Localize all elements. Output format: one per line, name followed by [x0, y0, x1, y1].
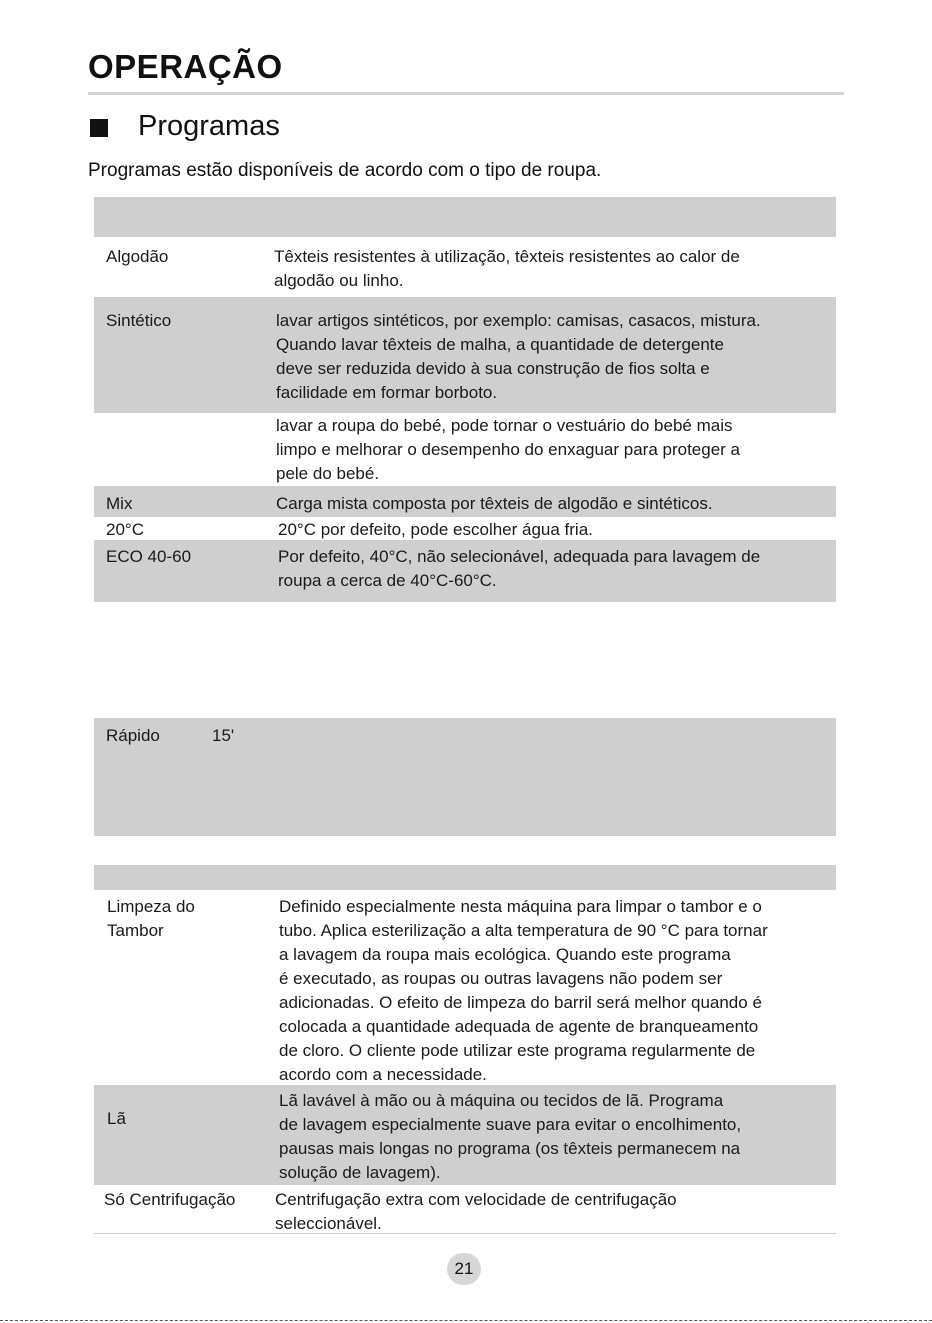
program-name-limpeza: Limpeza do: [107, 897, 195, 916]
program-desc-line: 20°C por defeito, pode escolher água fria.: [278, 520, 593, 539]
program-desc-line: lavar artigos sintéticos, por exemplo: camisas, casacos, mistura.: [276, 311, 761, 330]
program-name-20c: 20°C: [106, 520, 144, 539]
program-desc-line: pele do bebé.: [276, 464, 380, 483]
program-desc-line: Carga mista composta por têxteis de algodão e sintéticos.: [276, 494, 713, 513]
program-desc-line: deve ser reduzida devido à sua construção de fios solta e: [276, 359, 710, 378]
program-name-centrifugacao: Só Centrifugação: [104, 1190, 236, 1209]
program-desc-line: a lavagem da roupa mais ecológica. Quando este programa: [279, 945, 731, 964]
program-desc-line: Têxteis resistentes à utilização, têxteis resistentes ao calor de: [274, 247, 740, 266]
program-desc-line: colocada a quantidade adequada de agente de branqueamento: [279, 1017, 759, 1036]
program-name-la: Lã: [107, 1109, 126, 1128]
table-bottom-rule: [94, 1233, 836, 1234]
program-name-algodao: Algodão: [106, 247, 169, 266]
program-desc-line: pausas mais longas no programa (os têxteis permanecem na: [279, 1139, 741, 1158]
row-band-rapido: [94, 718, 836, 836]
page-number: 21: [447, 1253, 481, 1285]
title-divider: [88, 92, 844, 95]
program-desc-line: roupa a cerca de 40°C-60°C.: [278, 571, 497, 590]
page-cut-line: [0, 1320, 932, 1321]
program-desc-line: facilidade em formar borboto.: [276, 383, 498, 402]
square-bullet-icon: [90, 119, 108, 137]
table-header-band-2: [94, 865, 836, 890]
table-header-band: [94, 197, 836, 237]
program-desc-line: solução de lavagem).: [279, 1163, 441, 1182]
program-name-eco: ECO 40-60: [106, 547, 192, 566]
page-title: OPERAÇÃO: [88, 48, 283, 85]
program-desc-line: é executado, as roupas ou outras lavagens não podem ser: [279, 969, 723, 988]
program-name-limpeza-2: Tambor: [107, 921, 164, 940]
program-desc-line: de lavagem especialmente suave para evitar o encolhimento,: [279, 1115, 742, 1134]
program-name-mix: Mix: [106, 494, 133, 513]
program-desc-line: Por defeito, 40°C, não selecionável, adequada para lavagem de: [278, 547, 761, 566]
program-desc-line: adicionadas. O efeito de limpeza do barril será melhor quando é: [279, 993, 762, 1012]
program-desc-line: seleccionável.: [275, 1214, 382, 1233]
program-desc-line: limpo e melhorar o desempenho do enxaguar para proteger a: [276, 440, 741, 459]
program-desc-line: de cloro. O cliente pode utilizar este programa regularmente de: [279, 1041, 756, 1060]
program-name-rapido: Rápido: [106, 726, 160, 745]
program-desc-line: Lã lavável à mão ou à máquina ou tecidos de lã. Programa: [279, 1091, 724, 1110]
program-duration: 15': [212, 726, 235, 745]
program-name-sintetico: Sintético: [106, 311, 172, 330]
intro-text: Programas estão disponíveis de acordo com o tipo de roupa.: [88, 160, 602, 181]
program-desc-line: Quando lavar têxteis de malha, a quantidade de detergente: [276, 335, 724, 354]
program-desc-line: Definido especialmente nesta máquina para limpar o tambor e o: [279, 897, 762, 916]
program-desc-line: lavar a roupa do bebé, pode tornar o vestuário do bebé mais: [276, 416, 733, 435]
program-desc-line: Centrifugação extra com velocidade de centrifugação: [275, 1190, 677, 1209]
section-title: Programas: [138, 110, 280, 142]
program-desc-line: algodão ou linho.: [274, 271, 404, 290]
program-desc-line: tubo. Aplica esterilização a alta temperatura de 90 °C para tornar: [279, 921, 768, 940]
program-desc-line: acordo com a necessidade.: [279, 1065, 487, 1084]
